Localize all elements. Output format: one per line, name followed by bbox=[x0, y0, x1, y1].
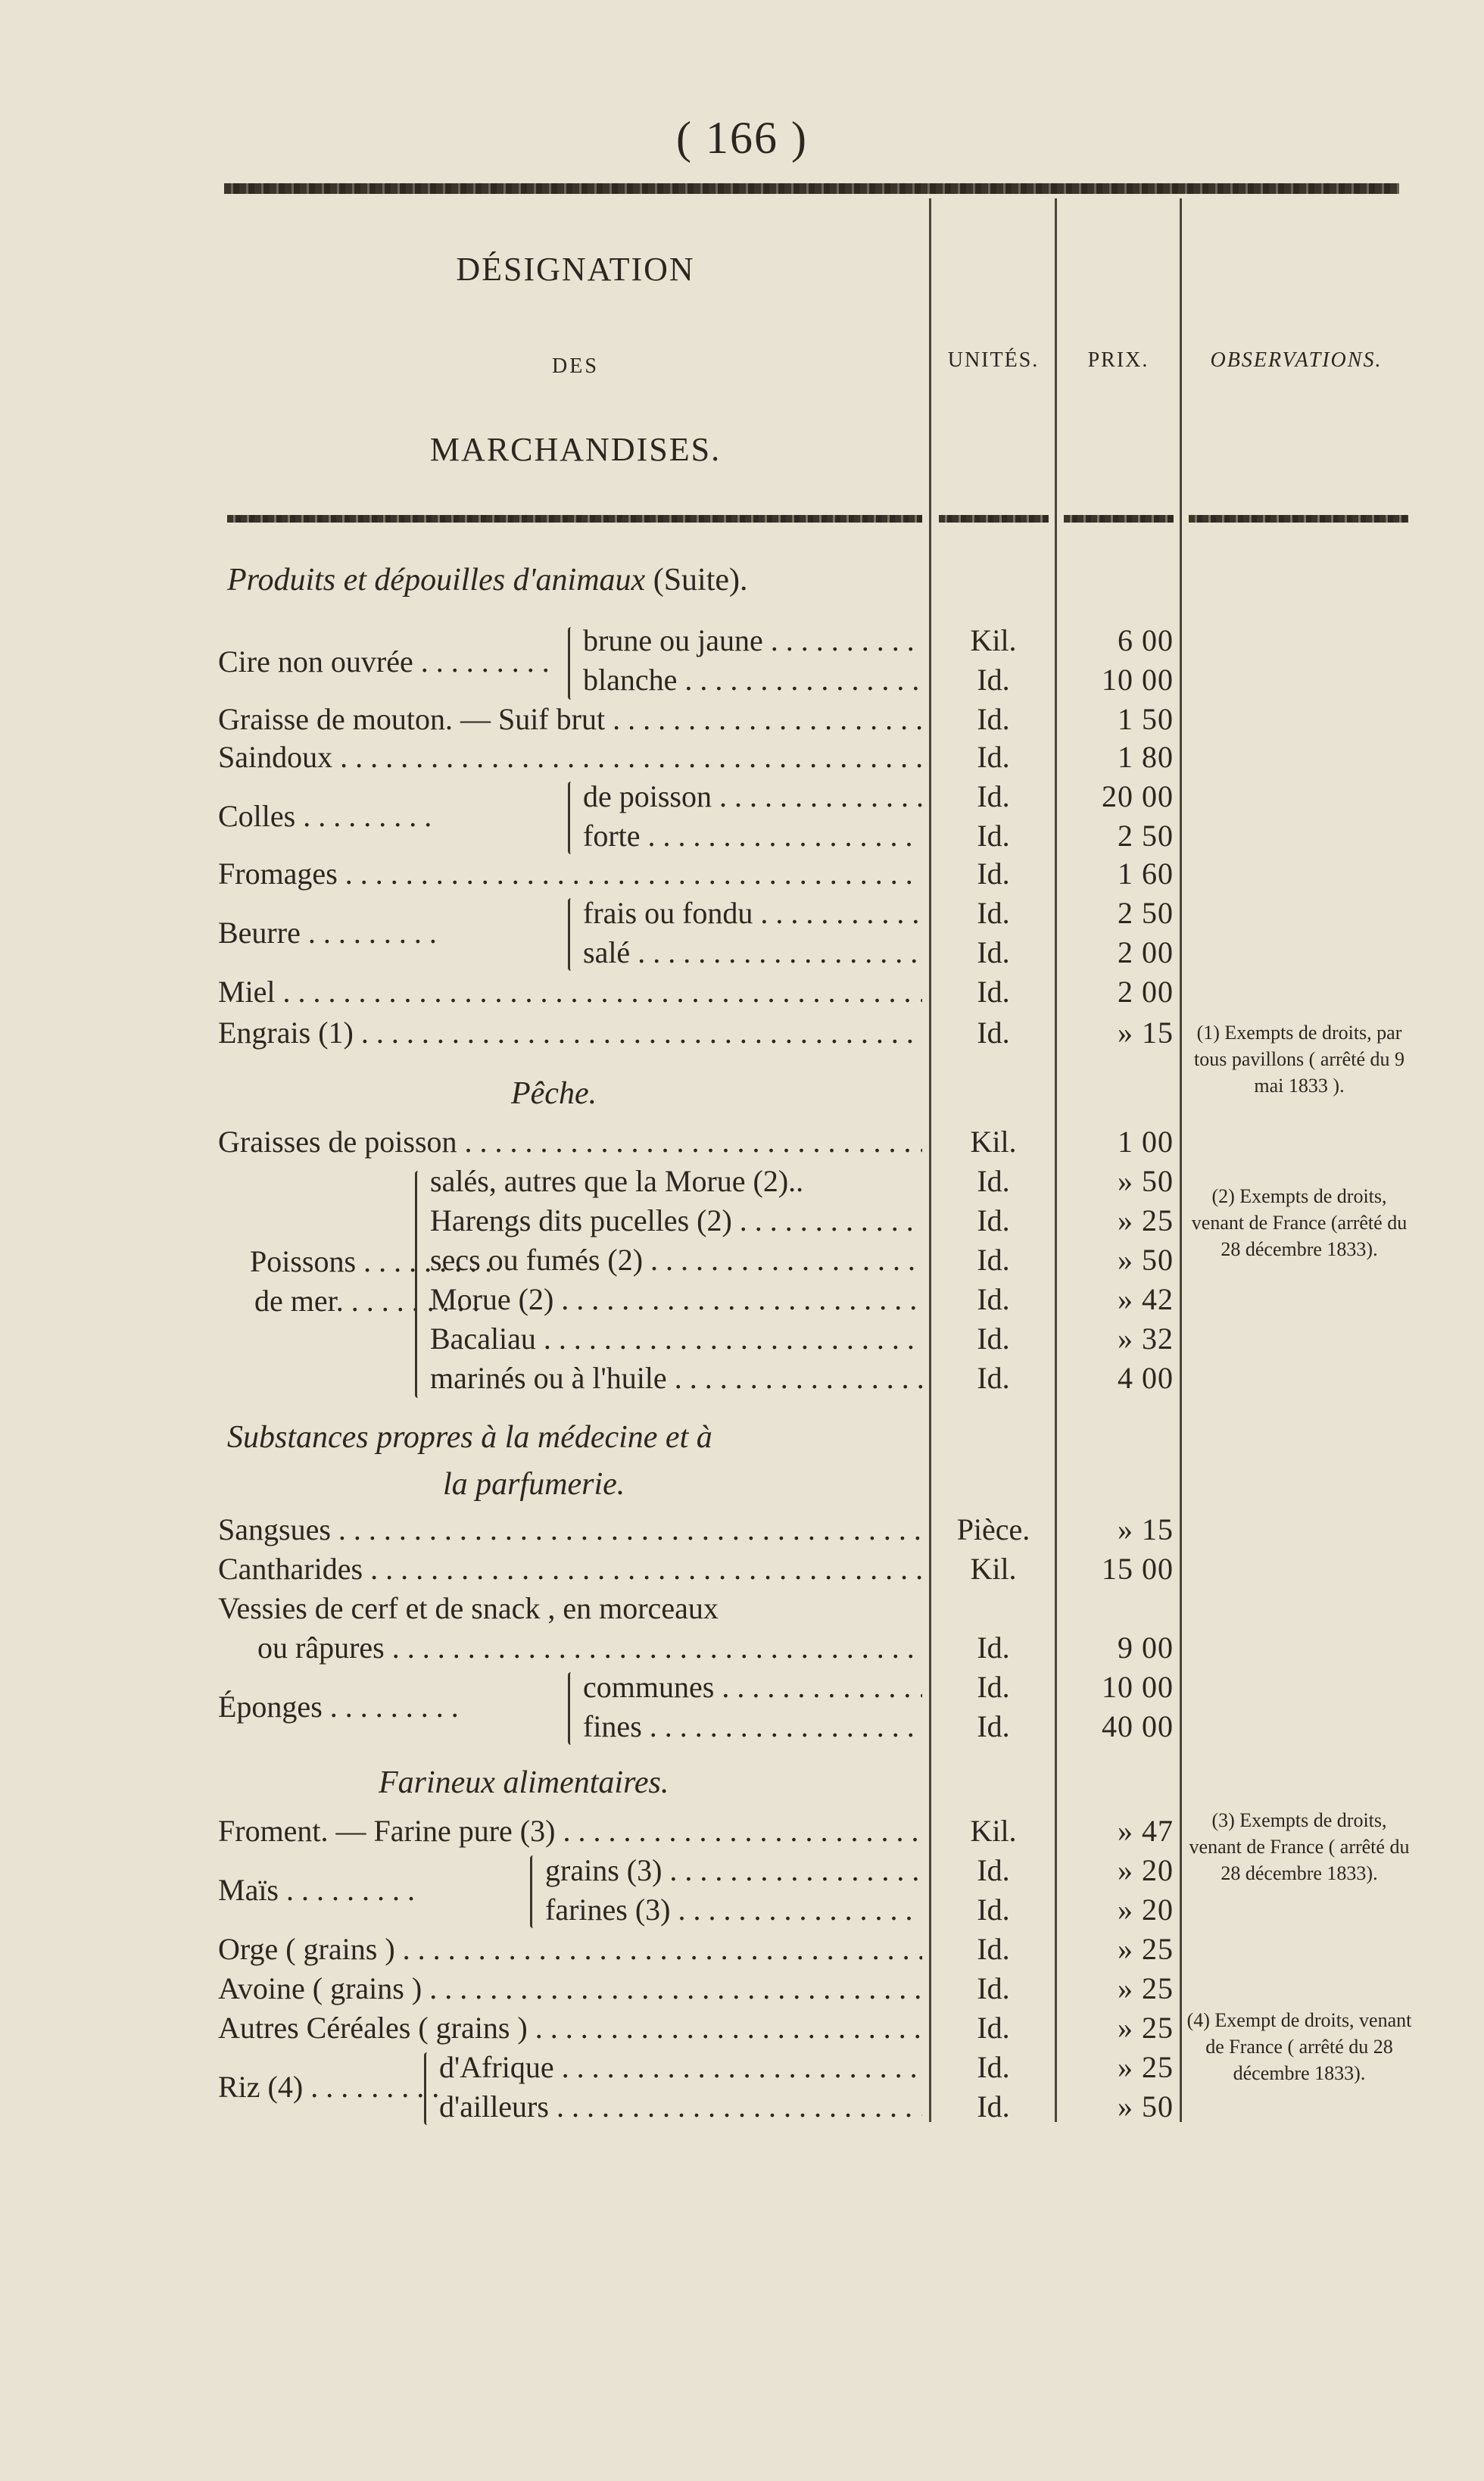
top-rule bbox=[224, 183, 1399, 194]
table-row: blanche . . . Id. 10 00 bbox=[0, 662, 1484, 701]
section-title: Produits et dépouilles d'animaux (Suite). bbox=[227, 563, 748, 598]
page-number: ( 166 ) bbox=[676, 113, 808, 163]
header-marchandises: MARCHANDISES. bbox=[429, 431, 722, 468]
observation-note: (4) Exempt de droits, venant de France ( arrêté du 28 décembre 1833). bbox=[1186, 2009, 1412, 2084]
table-row: Saindoux . . . Id. 1 80 bbox=[0, 739, 1484, 779]
group-label: Poissons . . . bbox=[250, 1244, 492, 1279]
table-row: Orge ( grains ) . . . Id. » 25 bbox=[0, 1931, 1484, 1971]
group-label: Maïs . . . bbox=[218, 1872, 415, 1908]
section-title: Pêche. bbox=[511, 1076, 597, 1111]
section-title: Farineux alimentaires. bbox=[379, 1765, 669, 1800]
table-row: Fromages . . . Id. 1 60 bbox=[0, 856, 1484, 895]
table-row: marinés ou à l'huile . . . Id. 4 00 bbox=[0, 1360, 1484, 1400]
table-row: Graisse de mouton. — Suif brut . . . Id. 1 50 bbox=[0, 701, 1484, 741]
observation-note: (2) Exempts de droits, venant de France (arrêté du 28 décembre 1833). bbox=[1191, 1185, 1408, 1260]
table-row: Harengs dits pucelles (2) . . . Id. » 25 bbox=[0, 1203, 1484, 1242]
table-row: d'ailleurs . . . Id. » 50 bbox=[0, 2089, 1484, 2128]
header-des: DES bbox=[552, 354, 599, 378]
table-row: Graisses de poisson . . . Kil. 1 00 bbox=[0, 1124, 1484, 1163]
table-row: d'Afrique . . . Id. » 25 bbox=[0, 2049, 1484, 2089]
header-separator bbox=[1064, 515, 1174, 523]
header-separator bbox=[227, 515, 922, 523]
header-units: UNITÉS. bbox=[947, 348, 1040, 372]
section-title: la parfumerie. bbox=[443, 1467, 625, 1502]
table-row: ou râpures . . . Id. 9 00 bbox=[0, 1630, 1484, 1669]
table-row: communes . . . Id. 10 00 bbox=[0, 1669, 1484, 1709]
table-row: Froment. — Farine pure (3) . . . Kil. » 47 bbox=[0, 1813, 1484, 1852]
table-row: Miel . . . Id. 2 00 bbox=[0, 974, 1484, 1013]
table-row: Bacaliau . . . Id. » 32 bbox=[0, 1321, 1484, 1360]
header-separator bbox=[939, 515, 1049, 523]
header-price: PRIX. bbox=[1087, 348, 1149, 372]
group-label: Cire non ouvrée . . . bbox=[218, 644, 550, 679]
header-separator bbox=[1189, 515, 1408, 523]
header-designation: DÉSIGNATION bbox=[456, 251, 695, 288]
table-row: Avoine ( grains ) . . . Id. » 25 bbox=[0, 1971, 1484, 2010]
table-row: farines (3) . . . Id. » 20 bbox=[0, 1892, 1484, 1931]
table-row: grains (3) . . . Id. » 20 bbox=[0, 1852, 1484, 1892]
observation-note: (3) Exempts de droits, venant de France ( arrêté du 28 décembre 1833). bbox=[1189, 1809, 1410, 1884]
table-row: Vessies de cerf et de snack , en morceaux bbox=[218, 1591, 719, 1625]
section-title: Substances propres à la médecine et à bbox=[227, 1420, 712, 1455]
group-label: Riz (4) . . . bbox=[218, 2069, 439, 2105]
table-row: secs ou fumés (2) . . . Id. » 50 bbox=[0, 1242, 1484, 1281]
table-row: brune ou jaune . . . Kil. 6 00 bbox=[0, 623, 1484, 662]
table-row: salés, autres que la Morue (2).. Id. » 50 bbox=[430, 1164, 1174, 1198]
table-row: Morue (2) . . . Id. » 42 bbox=[0, 1281, 1484, 1321]
group-label: de mer. . . . bbox=[254, 1283, 480, 1319]
group-label: Beurre . . . bbox=[218, 915, 437, 950]
table-row: Autres Céréales ( grains ) . . . Id. » 25 bbox=[0, 2010, 1484, 2049]
table-row: Sangsues . . . Pièce. » 15 bbox=[0, 1512, 1484, 1551]
table-row: forte . . . Id. 2 50 bbox=[0, 818, 1484, 857]
observation-note: (1) Exempts de droits, par tous pavillons ( arrêté du 9 mai 1833 ). bbox=[1194, 1022, 1404, 1097]
table-row: Cantharides . . . Kil. 15 00 bbox=[0, 1551, 1484, 1590]
group-label: Colles . . . bbox=[218, 798, 432, 834]
table-row: Engrais (1) . . . Id. » 15 bbox=[0, 1015, 1484, 1054]
group-label: Éponges . . . bbox=[218, 1689, 459, 1724]
table-row: de poisson . . . Id. 20 00 bbox=[0, 779, 1484, 818]
table-row: frais ou fondu . . . Id. 2 50 bbox=[0, 895, 1484, 935]
header-observations: OBSERVATIONS. bbox=[1210, 348, 1383, 372]
table-row: fines . . . Id. 40 00 bbox=[0, 1709, 1484, 1748]
table-row: salé . . . Id. 2 00 bbox=[0, 935, 1484, 974]
